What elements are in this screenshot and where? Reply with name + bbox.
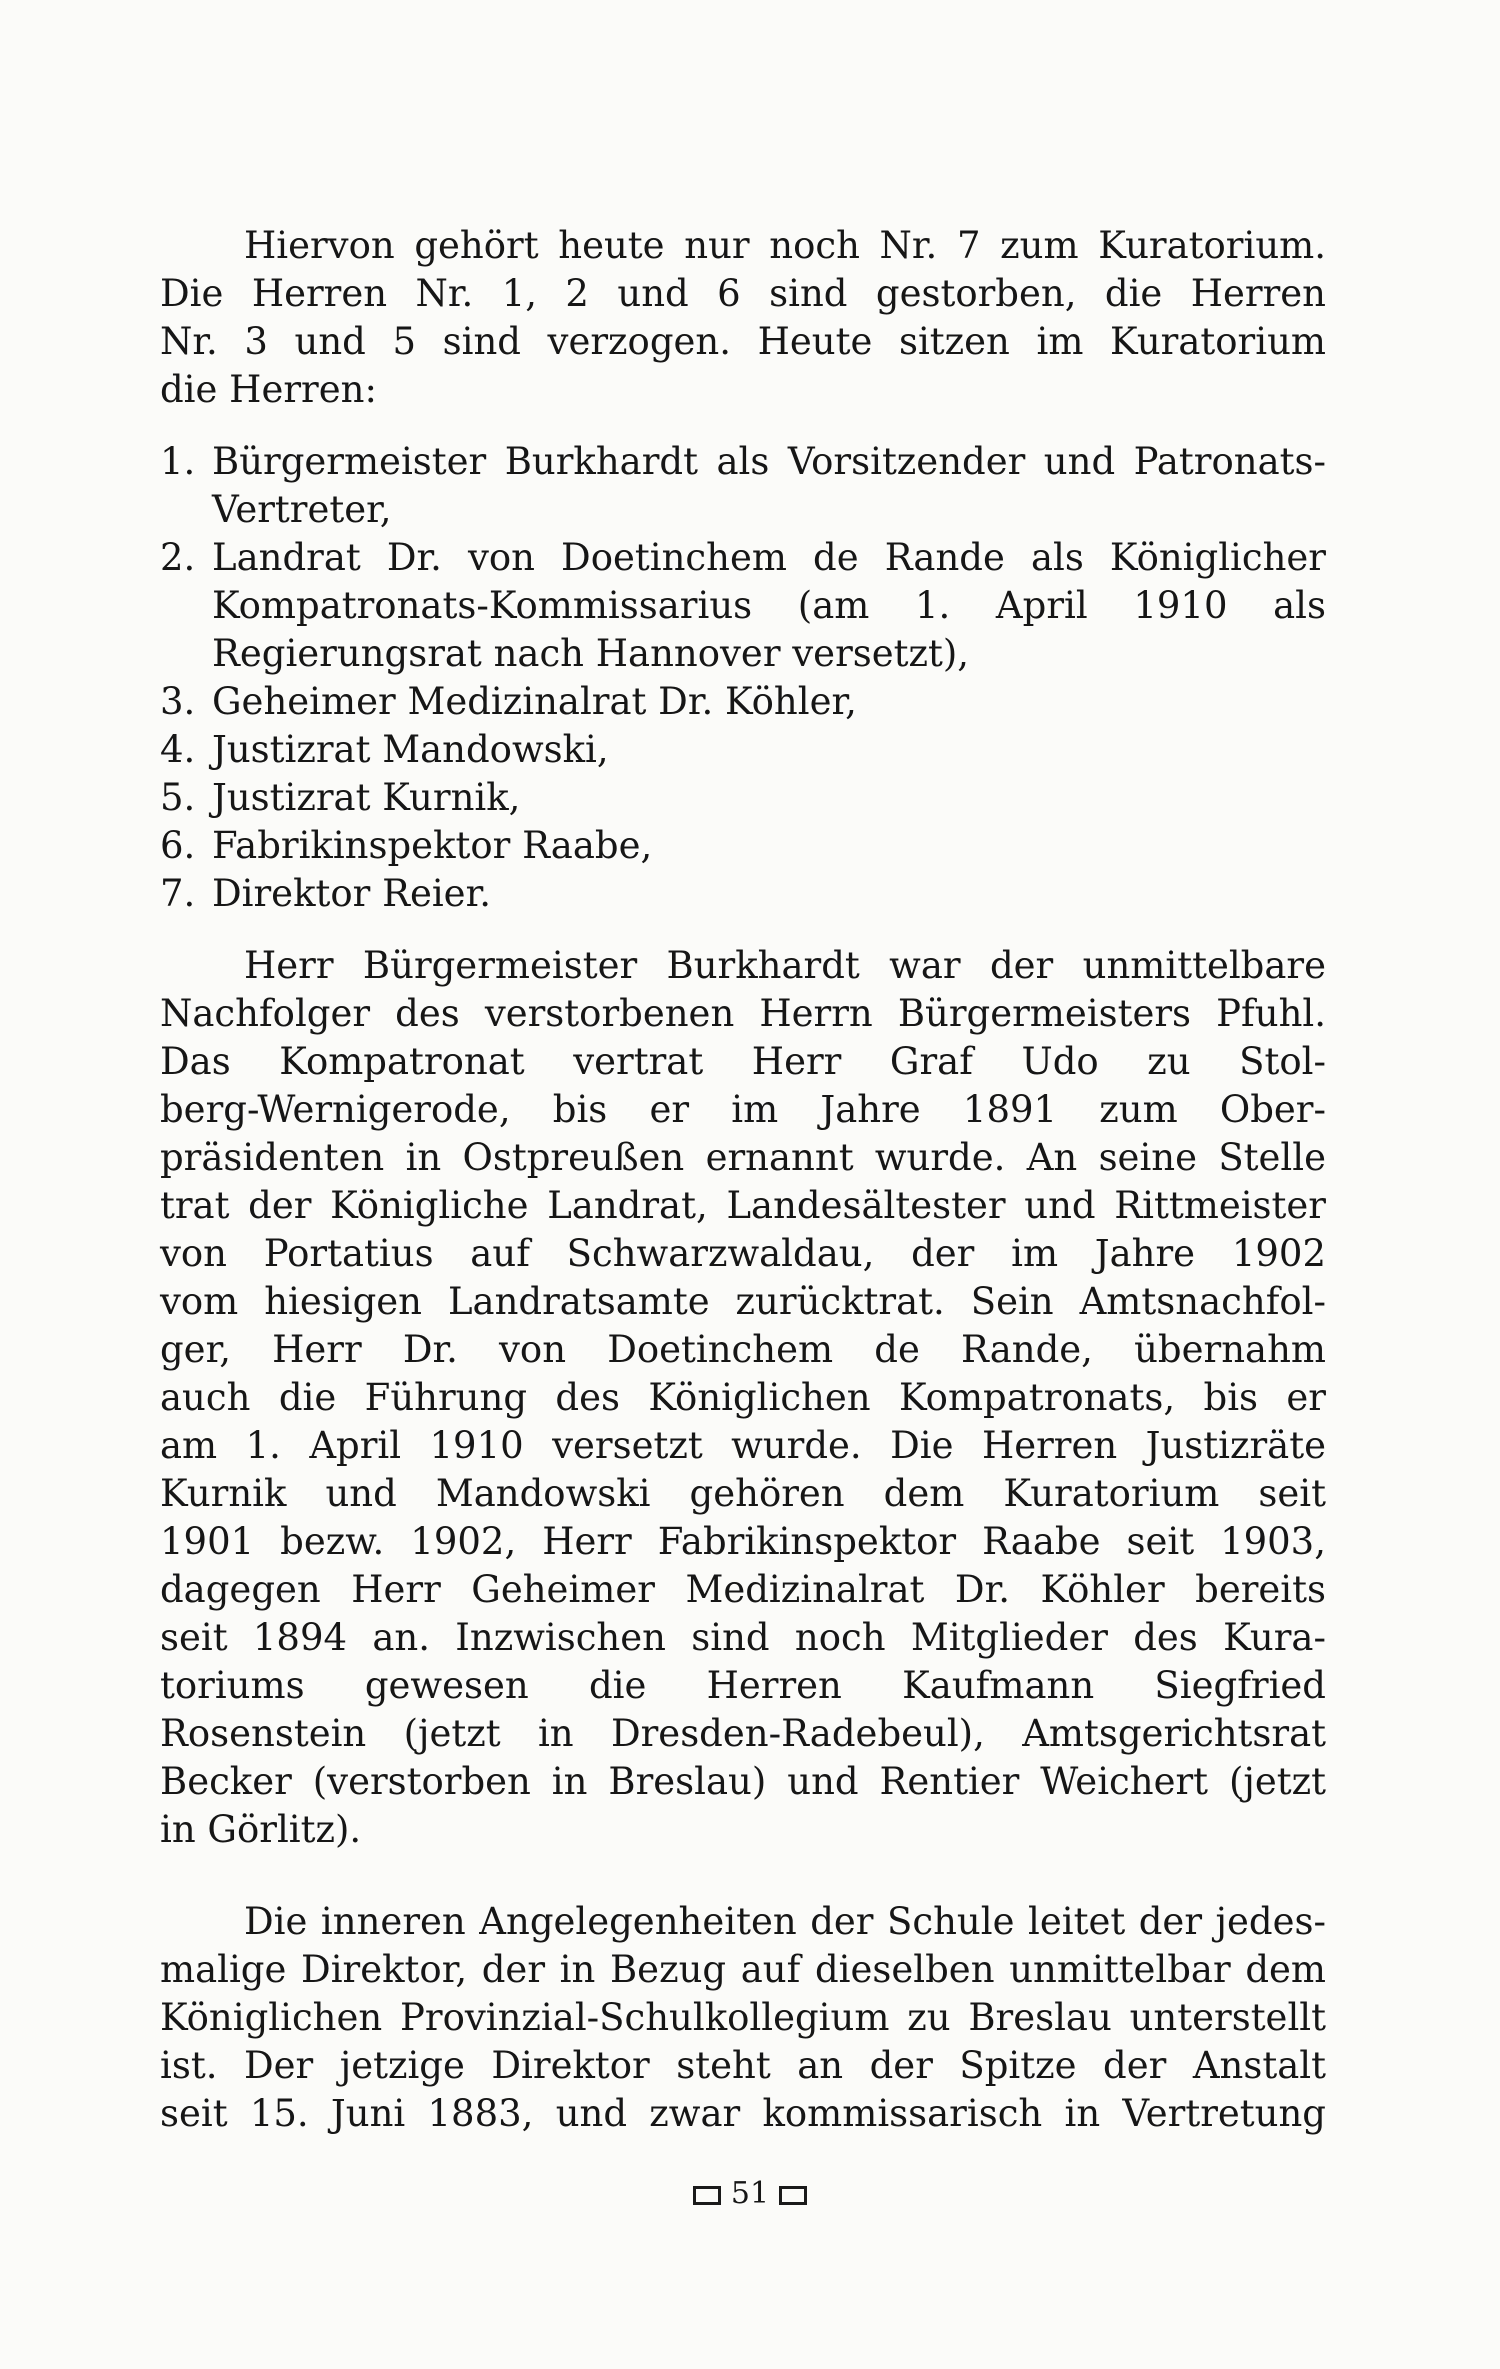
text-line: Herr Bürgermeister Burkhardt war der unmittelbare xyxy=(244,944,1326,987)
list-item xyxy=(160,822,1326,870)
text-line: berg-Wernigerode, bis er im Jahre 1891 zum Ober- xyxy=(160,1088,1326,1131)
text-line: Becker (verstorben in Breslau) und Rentier Weichert (jetzt xyxy=(160,1760,1326,1803)
text-line: seit 1894 an. Inzwischen sind noch Mitglieder des Kura- xyxy=(160,1616,1326,1659)
text-line: Königlichen Provinzial-Schulkollegium zu Breslau unterstellt xyxy=(160,1996,1326,2039)
text-line: Die inneren Angelegenheiten der Schule leitet der jedes- xyxy=(244,1900,1326,1943)
list-number: 2. xyxy=(160,536,196,579)
list-number: 7. xyxy=(160,872,196,915)
text-line: am 1. April 1910 versetzt wurde. Die Herren Justizräte xyxy=(160,1424,1326,1467)
text-line: von Portatius auf Schwarzwaldau, der im Jahre 1902 xyxy=(160,1232,1326,1275)
page-footer xyxy=(0,2176,1500,2211)
text-line: ger, Herr Dr. von Doetinchem de Rande, übernahm xyxy=(160,1328,1326,1371)
list-item xyxy=(160,870,1326,918)
list-number: 5. xyxy=(160,776,196,819)
list-number: 4. xyxy=(160,728,196,771)
list-text: Bürgermeister Burkhardt als Vorsitzender und Patronats-Vertreter, xyxy=(212,440,1326,531)
text-line: dagegen Herr Geheimer Medizinalrat Dr. Köhler bereits xyxy=(160,1568,1326,1611)
list-number: 3. xyxy=(160,680,196,723)
text-line: auch die Führung des Königlichen Kompatronats, bis er xyxy=(160,1376,1326,1419)
list-text: Fabrikinspektor Raabe, xyxy=(212,824,653,867)
list-item xyxy=(160,438,1326,534)
list-number: 6. xyxy=(160,824,196,867)
member-list xyxy=(160,438,1326,918)
text-line: Nachfolger des verstorbenen Herrn Bürgermeisters Pfuhl. xyxy=(160,992,1326,1035)
list-text: Landrat Dr. von Doetinchem de Rande als Königlicher Kompatronats-Kommissarius (am 1. April 1910 als Regierungsrat nach Hannover versetzt), xyxy=(212,536,1326,675)
text-line: Nr. 3 und 5 sind verzogen. Heute sitzen im Kuratorium xyxy=(160,320,1326,363)
page-number: 51 xyxy=(730,2176,770,2211)
list-item xyxy=(160,534,1326,678)
text-line: Hiervon gehört heute nur noch Nr. 7 zum Kuratorium. xyxy=(244,224,1326,267)
list-text: Geheimer Medizinalrat Dr. Köhler, xyxy=(212,680,857,723)
text-line: Das Kompatronat vertrat Herr Graf Udo zu Stol- xyxy=(160,1040,1326,1083)
intro-paragraph xyxy=(160,222,1326,414)
history-paragraph xyxy=(160,942,1326,1854)
square-ornament-icon xyxy=(693,2186,721,2205)
text-line: die Herren: xyxy=(160,368,377,411)
square-ornament-icon xyxy=(779,2186,807,2205)
text-line: 1901 bezw. 1902, Herr Fabrikinspektor Raabe seit 1903, xyxy=(160,1520,1326,1563)
text-line: in Görlitz). xyxy=(160,1808,362,1851)
text-line: Die Herren Nr. 1, 2 und 6 sind gestorben, die Herren xyxy=(160,272,1326,315)
list-item xyxy=(160,774,1326,822)
list-item xyxy=(160,678,1326,726)
director-paragraph xyxy=(160,1898,1326,2138)
text-line: Rosenstein (jetzt in Dresden-Radebeul), Amtsgerichtsrat xyxy=(160,1712,1326,1755)
list-text: Justizrat Mandowski, xyxy=(212,728,609,771)
text-line: Kurnik und Mandowski gehören dem Kuratorium seit xyxy=(160,1472,1326,1515)
list-number: 1. xyxy=(160,440,196,483)
text-line: vom hiesigen Landratsamte zurücktrat. Sein Amtsnachfol- xyxy=(160,1280,1326,1323)
text-line: ist. Der jetzige Direktor steht an der Spitze der Anstalt xyxy=(160,2044,1326,2087)
text-line: toriums gewesen die Herren Kaufmann Siegfried xyxy=(160,1664,1326,1707)
list-text: Direktor Reier. xyxy=(212,872,491,915)
text-line: seit 15. Juni 1883, und zwar kommissarisch in Vertretung xyxy=(160,2092,1326,2135)
text-line: präsidenten in Ostpreußen ernannt wurde. An seine Stelle xyxy=(160,1136,1326,1179)
text-line: malige Direktor, der in Bezug auf dieselben unmittelbar dem xyxy=(160,1948,1326,1991)
list-item xyxy=(160,726,1326,774)
list-text: Justizrat Kurnik, xyxy=(212,776,521,819)
text-line: trat der Königliche Landrat, Landesältester und Rittmeister xyxy=(160,1184,1326,1227)
